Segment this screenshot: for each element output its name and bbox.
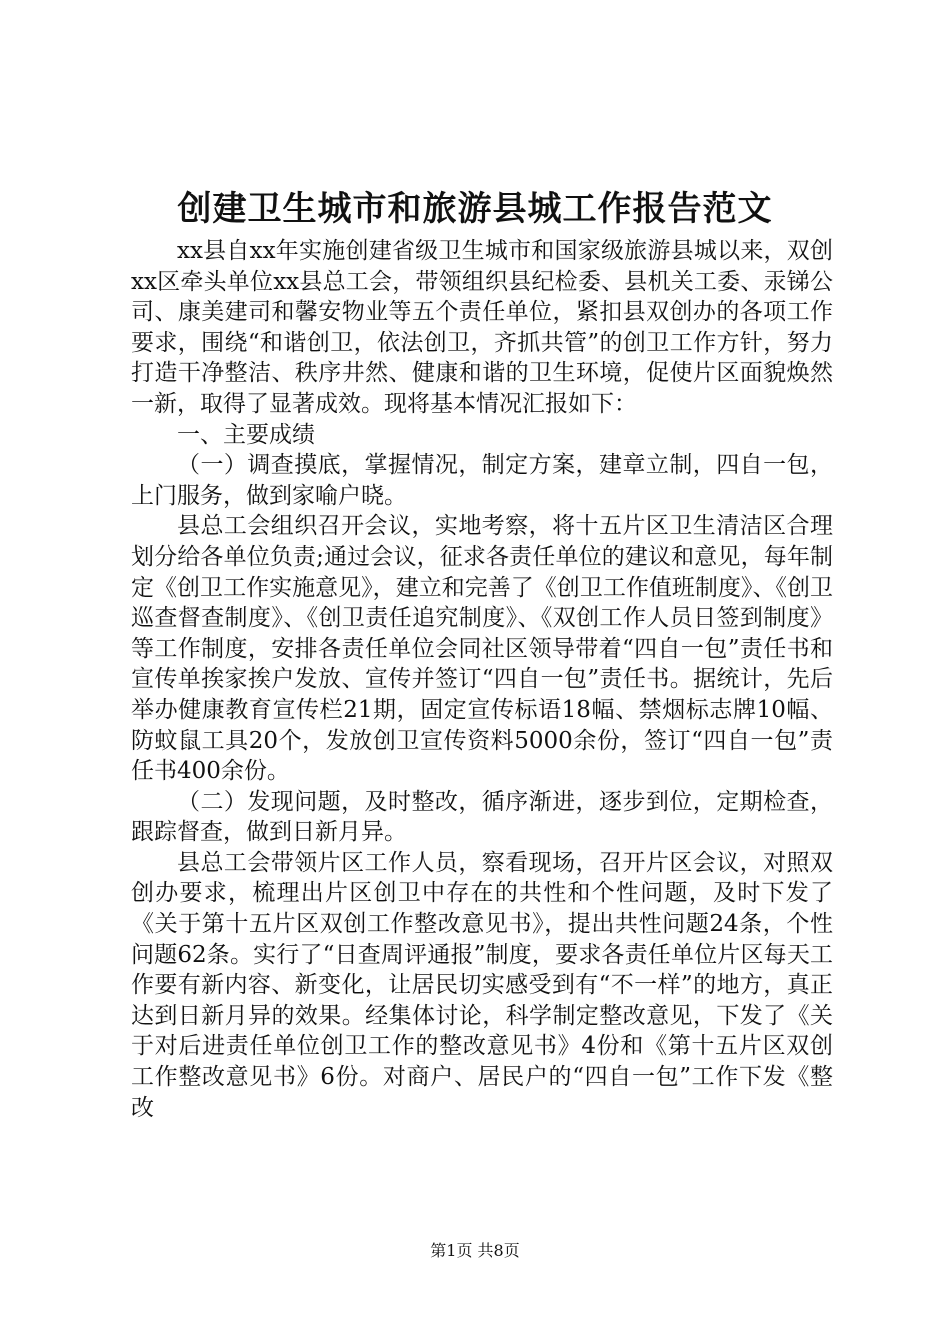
paragraph-intro: xx县自xx年实施创建省级卫生城市和国家级旅游县城以来，双创xx区牵头单位xx县总工会，带领组织县纪检委、县机关工委、汞锑公司、康美建司和馨安物业等五个责任单位，紧扣县双创办的各项工作要求，围绕“和谐创卫，依法创卫，齐抓共管”的创卫工作方针，努力打造干净整洁、秩序井然、健康和谐的卫生环境，促使片区面貌焕然一新，取得了显著成效。现将基本情况汇报如下：: [131, 238, 833, 417]
subsection-heading-2: （二）发现问题，及时整改，循序渐进，逐步到位，定期检查，跟踪督查，做到日新月异。: [131, 788, 833, 846]
section-heading: 一、主要成绩: [177, 421, 315, 448]
subsection-heading-1: （一）调查摸底，掌握情况，制定方案，建章立制，四自一包，上门服务，做到家喻户晓。: [131, 452, 833, 509]
paragraph-subsection-2: 县总工会带领片区工作人员，察看现场，召开片区会议，对照双创办要求，梳理出片区创卫中存在的共性和个性问题，及时下发了《关于第十五片区双创工作整改意见书》，提出共性问题24条，个性问题62条。实行了“日查周评通报”制度，要求各责任单位片区每天工作要有新内容、新变化，让居民切实感受到有“不一样”的地方，真正达到日新月异的效果。经集体讨论，科学制定整改意见，下发了《关于对后进责任单位创卫工作的整改意见书》4份和《第十五片区双创工作整改意见书》6份。对商户、居民户的“四自一包”工作下发《整改: [131, 849, 833, 1121]
document-body: [131, 236, 833, 1123]
document-title: 创建卫生城市和旅游县城工作报告范文: [177, 189, 773, 229]
paragraph-subsection-1: 县总工会组织召开会议，实地考察，将十五片区卫生清洁区合理划分给各单位负责;通过会议，征求各责任单位的建议和意见，每年制定《创卫工作实施意见》，建立和完善了《创卫工作值班制度》、《创卫巡查督查制度》、《创卫责任追究制度》、《双创工作人员日签到制度》等工作制度，安排各责任单位会同社区领导带着“四自一包”责任书和宣传单挨家挨户发放、宣传并签订“四自一包”责任书。据统计，先后举办健康教育宣传栏21期，固定宣传标语18幅、禁烟标志牌10幅、防蚊鼠工具20个，发放创卫宣传资料5000余份，签订“四自一包”责任书400余份。: [131, 513, 833, 785]
page-footer: 第1页 共8页: [430, 1241, 520, 1260]
